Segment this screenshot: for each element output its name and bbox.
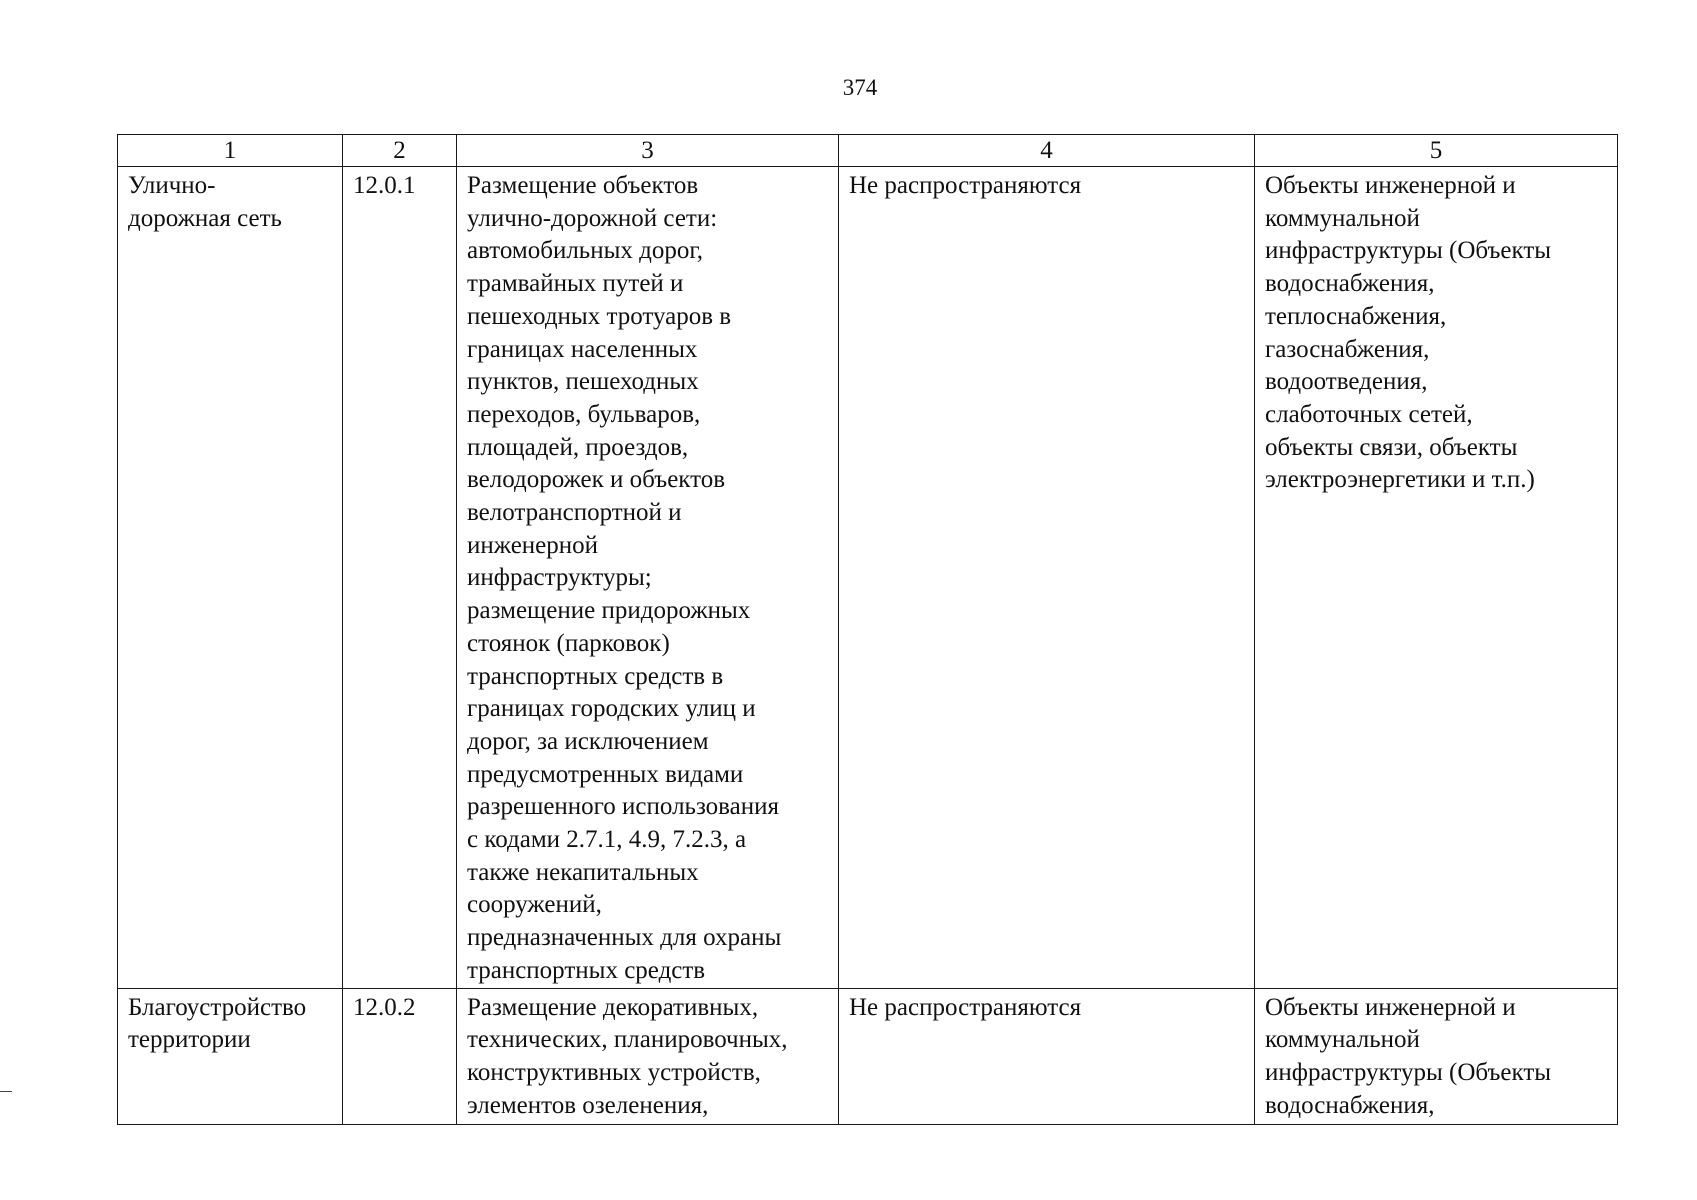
column-number-4: 4 — [839, 135, 1255, 167]
page-number: 374 — [842, 75, 878, 100]
regulations-cell — [839, 988, 1255, 1124]
column-number-3: 3 — [457, 135, 839, 167]
column-number-5: 5 — [1255, 135, 1618, 167]
auxiliary-objects-cell — [1255, 167, 1618, 989]
use-type-name-cell — [118, 167, 343, 989]
column-number-1: 1 — [118, 135, 343, 167]
use-description: Размещение декоративных, технических, планировочных, конструктивных устройств, элементов озеленения, — [467, 993, 788, 1119]
use-code-cell — [343, 988, 457, 1124]
column-number-2: 2 — [343, 135, 457, 167]
use-description-cell — [457, 988, 839, 1124]
use-code: 12.0.2 — [353, 993, 416, 1021]
use-code-cell — [343, 167, 457, 989]
auxiliary-objects-text: Объекты инженерной и коммунальной инфраструктуры (Объекты водоснабжения, — [1265, 993, 1552, 1119]
table-row — [118, 988, 1618, 1124]
use-description: Размещение объектов улично-дорожной сети: автомобильных дорог, трамвайных путей и пешеходных тротуаров в границах населенных пунктов, пешеходных переходов, бульваров, площадей, проездов, велодорожек и объектов велотранспортной и инженерной инфраструктуры; размещение придорожных стоянок (парковок) транспортных средств в границах городских улиц и дорог, за исключением предусмотренных видами разрешенного использования с кодами 2.7.1, 4.9, 7.2.3, а также некапитальных сооружений, предназначенных для охраны транспортных средств — [467, 172, 782, 984]
auxiliary-objects-text: Объекты инженерной и коммунальной инфраструктуры (Объекты водоснабжения, теплоснабжения, газоснабжения, водоотведения, слаботочных сетей, объекты связи, объекты электроэнергетики и т.п.) — [1265, 172, 1552, 494]
use-type-name: Благоустройство территории — [128, 993, 307, 1054]
use-type-name: Улично- дорожная сеть — [128, 172, 282, 232]
permitted-use-table — [117, 134, 1618, 1125]
use-code: 12.0.1 — [353, 172, 416, 199]
margin-tick-mark — [0, 1091, 12, 1092]
regulations-cell — [839, 167, 1255, 989]
column-number-row — [118, 135, 1618, 167]
use-description-cell — [457, 167, 839, 989]
auxiliary-objects-cell — [1255, 988, 1618, 1124]
regulations-text: Не распространяются — [849, 172, 1082, 199]
table-row — [118, 167, 1618, 989]
use-type-name-cell — [118, 988, 343, 1124]
regulations-text: Не распространяются — [849, 993, 1082, 1021]
